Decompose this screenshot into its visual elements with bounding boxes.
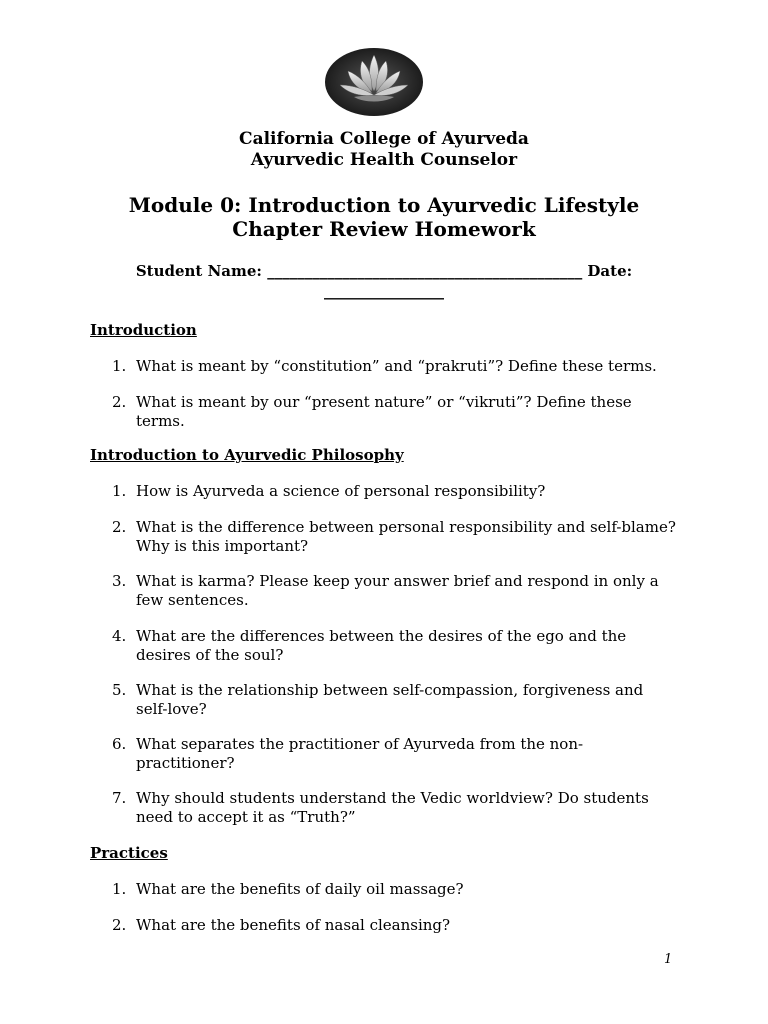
- question-number: 2.: [112, 393, 127, 411]
- question-item: [112, 357, 682, 376]
- question-item: [112, 393, 662, 430]
- question-text: Why should students understand the Vedic worldview? Do students need to accept it as “Truth?”: [136, 789, 649, 826]
- program-name: Ayurvedic Health Counselor: [250, 150, 518, 170]
- question-text: What is karma? Please keep your answer brief and respond in only a few sentences.: [136, 572, 659, 609]
- module-heading: [0, 193, 768, 241]
- college-heading: [0, 129, 768, 171]
- question-item: [112, 735, 592, 772]
- question-item: [112, 572, 668, 609]
- question-number: 5.: [112, 681, 127, 699]
- question-number: 1.: [112, 357, 127, 375]
- question-text: What is meant by “constitution” and “prakruti”? Define these terms.: [136, 357, 657, 375]
- question-text: What are the benefits of daily oil massage?: [136, 880, 464, 898]
- lotus-flower-logo: [324, 47, 424, 117]
- question-item: [112, 916, 682, 935]
- question-item: [112, 880, 682, 899]
- question-item: [112, 681, 652, 718]
- homework-title: Chapter Review Homework: [232, 217, 536, 241]
- section-title-practices: Practices: [90, 844, 168, 862]
- question-item: [112, 482, 682, 501]
- question-number: 3.: [112, 572, 127, 590]
- question-number: 1.: [112, 880, 127, 898]
- question-item: [112, 518, 686, 555]
- question-text: What is the relationship between self-compassion, forgiveness and self-love?: [136, 681, 644, 718]
- question-number: 6.: [112, 735, 127, 753]
- question-number: 2.: [112, 518, 127, 536]
- question-text: What separates the practitioner of Ayurveda from the non-practitioner?: [136, 735, 584, 772]
- college-name: California College of Ayurveda: [239, 129, 529, 149]
- question-number: 1.: [112, 482, 127, 500]
- question-number: 7.: [112, 789, 127, 807]
- question-text: How is Ayurveda a science of personal responsibility?: [136, 482, 546, 500]
- question-item: [112, 627, 642, 664]
- section-title-philosophy: Introduction to Ayurvedic Philosophy: [90, 446, 404, 464]
- student-name-date-line: Student Name: __________________________________________ Date: ________________: [135, 262, 633, 300]
- page-number: 1: [664, 952, 673, 967]
- question-number: 2.: [112, 916, 127, 934]
- module-title: Module 0: Introduction to Ayurvedic Lifestyle: [128, 193, 640, 217]
- question-item: [112, 789, 662, 826]
- section-title-introduction: Introduction: [90, 321, 197, 339]
- question-text: What are the differences between the desires of the ego and the desires of the soul?: [136, 627, 627, 664]
- question-text: What is meant by our “present nature” or “vikruti”? Define these terms.: [136, 393, 632, 430]
- question-number: 4.: [112, 627, 127, 645]
- question-text: What are the benefits of nasal cleansing?: [136, 916, 451, 934]
- question-text: What is the difference between personal responsibility and self-blame? Why is this important?: [136, 518, 676, 555]
